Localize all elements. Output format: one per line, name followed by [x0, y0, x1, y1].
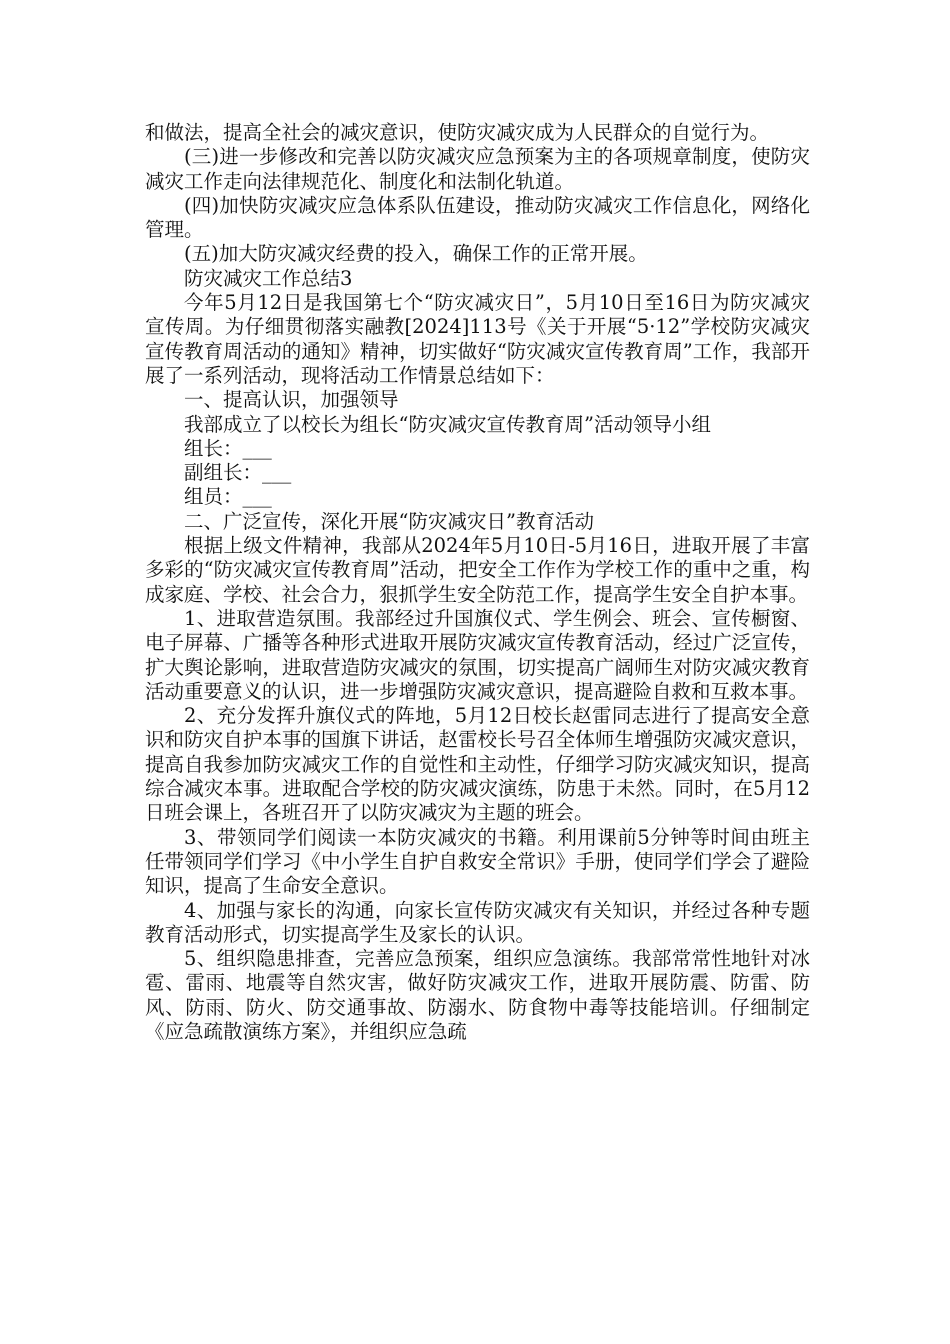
leader-line: 组长：___ — [184, 436, 272, 460]
subheading-1: 一、提高认识，加强领导 — [184, 388, 399, 412]
paragraph-1: 和做法，提高全社会的减灾意识，使防灾减灾成为人民群众的自觉行为。 — [145, 121, 770, 144]
paragraph-4: (五)加大防灾减灾经费的投入，确保工作的正常开展。 — [184, 242, 648, 266]
members-line: 组员：___ — [184, 485, 272, 509]
deputy-leader-line: 副组长：___ — [184, 461, 292, 485]
paragraph-intro: 今年5月12日是我国第七个“防灾减灾日”，5月10日至16日为防灾减灾宣传周。为仔细贯彻落实融教[2024]113号《关于开展“5·12”学校防灾减灾宣传教育周活动的通知》精神，切实做好“防灾减灾宣传教育周”工作，我部开展了一系列活动，现将活动工作情景总结如下： — [145, 291, 810, 387]
paragraph-3: (四)加快防灾减灾应急体系队伍建设，推动防灾减灾工作信息化，网络化管理。 — [145, 193, 810, 242]
paragraph-item-4: 4、加强与家长的沟通，向家长宣传防灾减灾有关知识，并经过各种专题教育活动形式，切实提高学生及家长的认识。 — [145, 898, 810, 946]
paragraph-item-2: 2、充分发挥升旗仪式的阵地，5月12日校长赵雷同志进行了提高安全意识和防灾自护本事的国旗下讲话，赵雷校长号召全体师生增强防灾减灾意识，提高自我参加防灾减灾工作的自觉性和主动性，仔细学习防灾减灾知识，提高综合减灾本事。进取配合学校的防灾减灾演练，防患于未然。同时，在5月12日班会课上，各班召开了以防灾减灾为主题的班会。 — [145, 704, 810, 825]
paragraph-item-1: 1、进取营造氛围。我部经过升国旗仪式、学生例会、班会、宣传橱窗、电子屏幕、广播等各种形式进取开展防灾减灾宣传教育活动，经过广泛宣传，扩大舆论影响，进取营造防灾减灾的氛围，切实提高广阔师生对防灾减灾教育活动重要意义的认识，进一步增强防灾减灾意识，提高避险自救和互救本事。 — [145, 606, 810, 703]
paragraph-2: (三)进一步修改和完善以防灾减灾应急预案为主的各项规章制度，使防灾减灾工作走向法律规范化、制度化和法制化轨道。 — [145, 145, 810, 193]
subheading-2: 二、广泛宣传，深化开展“防灾减灾日”教育活动 — [184, 509, 594, 533]
paragraph-leadership: 我部成立了以校长为组长“防灾减灾宣传教育周”活动领导小组 — [184, 412, 711, 436]
document-page — [145, 121, 810, 1044]
paragraph-item-3: 3、带领同学们阅读一本防灾减灾的书籍。利用课前5分钟等时间由班主任带领同学们学习《中小学生自护自救安全常识》手册，使同学们学会了避险知识，提高了生命安全意识。 — [145, 825, 810, 898]
paragraph-item-5: 5、组织隐患排查，完善应急预案，组织应急演练。我部常常性地针对冰雹、雷雨、地震等自然灾害，做好防灾减灾工作，进取开展防震、防雷、防风、防雨、防火、防交通事故、防溺水、防食物中毒等技能培训。仔细制定《应急疏散演练方案》，并组织应急疏 — [145, 947, 810, 1043]
section-heading: 防灾减灾工作总结3 — [184, 266, 353, 290]
paragraph-activities: 根据上级文件精神，我部从2024年5月10日-5月16日，进取开展了丰富多彩的“防灾减灾宣传教育周”活动，把安全工作作为学校工作的重中之重，构成家庭、学校、社会合力，狠抓学生安全防范工作，提高学生安全自护本事。 — [145, 534, 810, 606]
